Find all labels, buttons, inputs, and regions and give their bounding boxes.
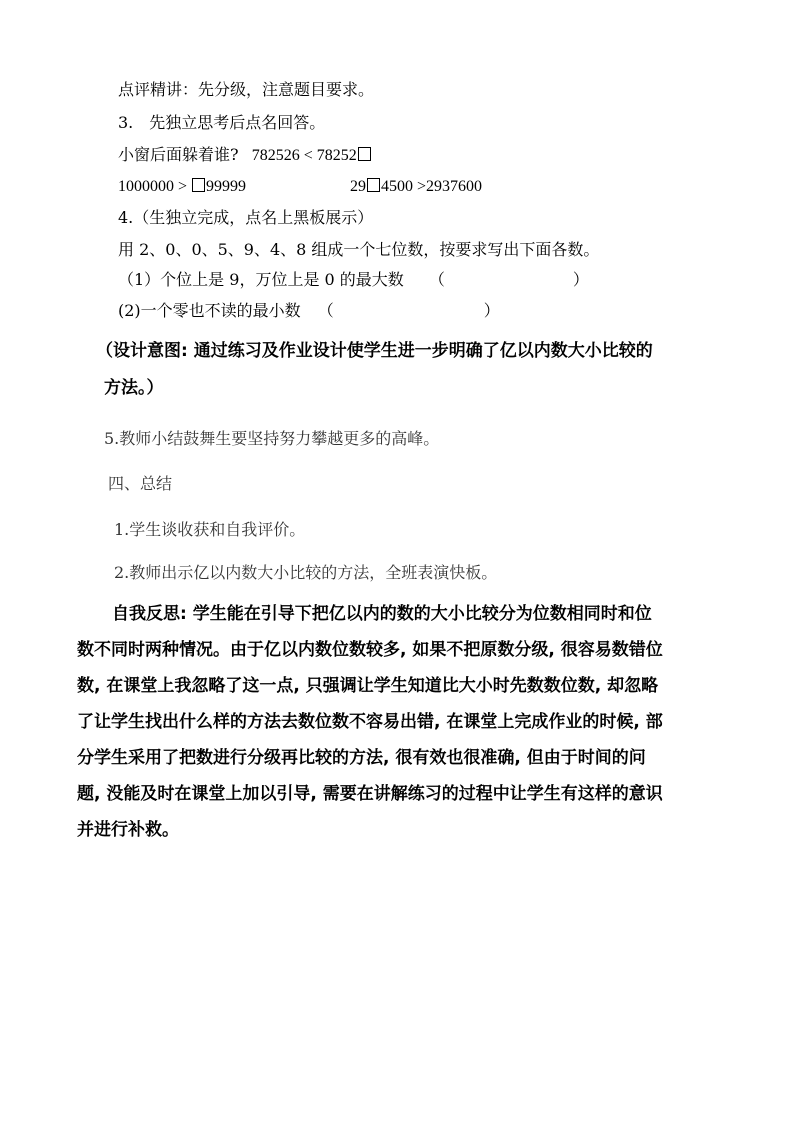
item-5-line: 5.教师小结鼓舞生要坚持努力攀越更多的高峰。 <box>104 429 440 448</box>
question-1-paren-close: ） <box>572 270 589 289</box>
blank-box-icon <box>367 178 380 192</box>
reflection-line-2: 数不同时两种情况。由于亿以内数位数较多, 如果不把原数分级, 很容易数错位 <box>77 640 663 660</box>
question-2-line <box>118 301 500 321</box>
question-2-paren-open: （ <box>317 301 334 320</box>
reflection-line-5: 分学生采用了把数进行分级再比较的方法, 很有效也很准确, 但由于时间的问 <box>77 748 646 768</box>
question-2-paren-close: ） <box>483 301 500 320</box>
comparison-3-right: 4500 >2937600 <box>381 178 483 195</box>
blank-box-icon <box>192 178 205 192</box>
comparison-3-line <box>350 177 482 197</box>
comparison-1-text: 782526 < 78252 <box>251 147 357 164</box>
reflection-line-4: 了让学生找出什么样的方法去数位数不容易出错, 在课堂上完成作业的时候, 部 <box>77 712 663 732</box>
question-1-paren-open: （ <box>428 270 445 289</box>
design-intent-line-2: 方法。） <box>104 378 164 398</box>
design-intent-line-1: （设计意图: 通过练习及作业设计使学生进一步明确了亿以内数大小比较的 <box>96 341 653 361</box>
digits-task-line: 用 2、0、0、5、9、4、8 组成一个七位数，按要求写出下面各数。 <box>118 240 600 259</box>
blank-box-icon <box>358 147 371 161</box>
reflection-line-3: 数, 在课堂上我忽略了这一点, 只强调让学生知道比大小时先数数位数, 却忽略 <box>77 676 659 696</box>
section-4-heading: 四、总结 <box>108 474 173 493</box>
question-2-text: (2)一个零也不读的最小数 <box>118 301 301 320</box>
item-3-line: 3. 先独立思考后点名回答。 <box>118 113 326 132</box>
reflection-line-6: 题, 没能及时在课堂上加以引导, 需要在讲解练习的过程中让学生有这样的意识 <box>77 784 663 804</box>
reflection-line-1: 自我反思: 学生能在引导下把亿以内的数的大小比较分为位数相同时和位 <box>112 604 652 624</box>
summary-item-1: 1.学生谈收获和自我评价。 <box>114 520 306 539</box>
window-question-text: 小窗后面躲着谁? <box>118 145 239 164</box>
question-1-line <box>118 270 589 290</box>
reflection-line-7: 并进行补救。 <box>77 820 179 840</box>
review-line: 点评精讲：先分级，注意题目要求。 <box>118 80 375 99</box>
comparison-2-right: 99999 <box>206 178 247 195</box>
comparison-2-left: 1000000 > <box>118 178 188 195</box>
question-1-text: （1）个位上是 9，万位上是 0 的最大数 <box>118 270 404 289</box>
item-4-line: 4.（生独立完成，点名上黑板展示） <box>118 208 374 227</box>
comparison-3-left: 29 <box>350 178 366 195</box>
comparison-2-line <box>118 177 246 197</box>
summary-item-2: 2.教师出示亿以内数大小比较的方法，全班表演快板。 <box>114 563 498 582</box>
window-question-line <box>118 145 372 166</box>
